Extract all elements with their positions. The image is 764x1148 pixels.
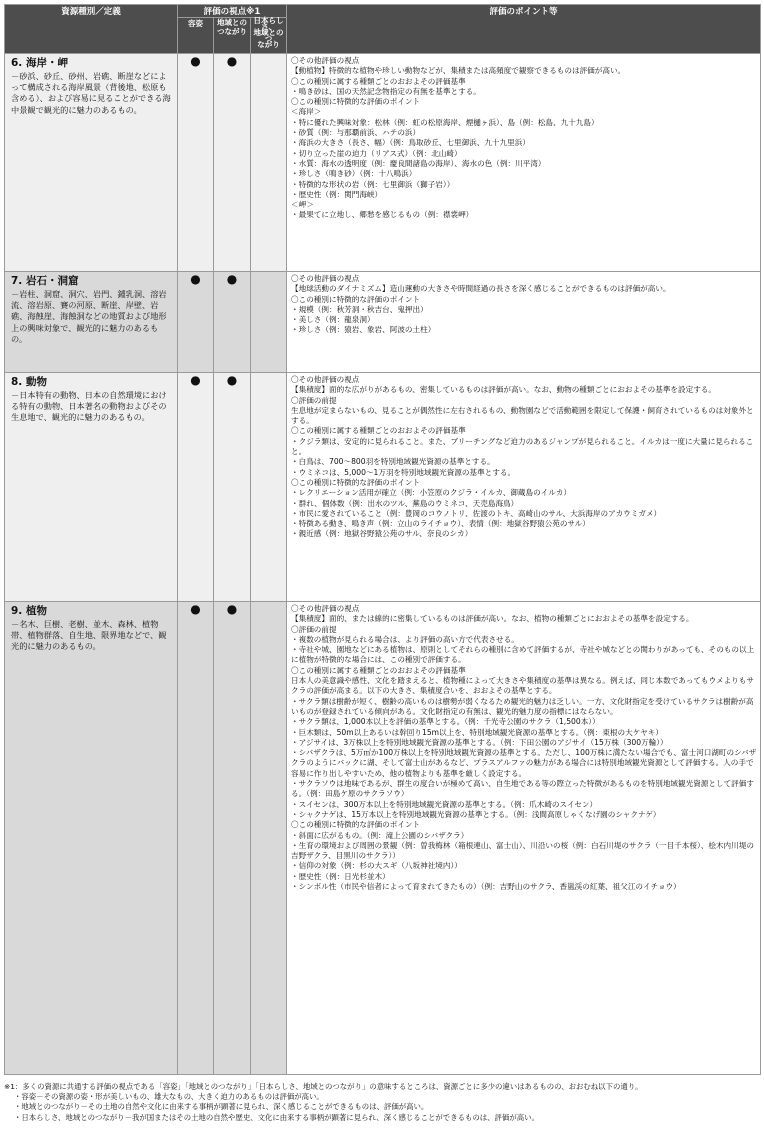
evaluation-table	[4, 4, 761, 1075]
evaluation-point: 〇その他評価の視点	[291, 604, 360, 613]
evaluation-point: ・信仰の対象（例：杉の大スギ（八坂神社境内））	[291, 861, 462, 871]
evaluation-point: ・ウミネコは、5,000～1万羽を特別地域観光資源の基準とする。	[291, 467, 516, 477]
evaluation-point: ・珍しさ（鳴き砂）（例：十八鳴浜）	[291, 169, 417, 179]
evaluation-point: ・レクリエーション活用が確立（例：小笠原のクジラ・イルカ、御蔵島のイルカ）	[291, 488, 572, 498]
evaluation-point: 〇評価の前提	[291, 624, 337, 634]
evaluation-point: ・白鳥は、700～800羽を特別地域観光資源の基準とする。	[291, 457, 495, 467]
evaluation-point: ・切り立った崖の迫力（リアス式）（例：北山崎）	[291, 148, 462, 158]
evaluation-point: ＜海岸＞	[291, 107, 322, 117]
header-japan: 日本らしさ、 地域とのつ ながり	[251, 18, 287, 54]
evaluation-point: ・最果てに立地し、郷愁を感じるもの（例：襟裳岬）	[291, 210, 474, 220]
evaluation-point: ・美しさ（例：龍泉洞）	[291, 315, 375, 325]
table-row	[5, 373, 761, 602]
evaluation-point: ・歴史性（例：日光杉並木）	[291, 871, 390, 881]
footnotes	[4, 1082, 760, 1123]
evaluation-point: 〇この種別に特徴的な評価のポイント	[291, 97, 421, 107]
japan-connection-mark	[251, 272, 287, 373]
japan-connection-mark	[251, 373, 287, 602]
evaluation-points-cell	[287, 54, 761, 272]
evaluation-point: ・シャクナゲは、15万本以上を特別地域観光資源の基準とする。（例：浅間高原しゃくなげ園のシャクナゲ）	[291, 809, 661, 819]
evaluation-point: ・シバザクラは、5万㎡か100万株以上を特別地域観光資源の基準とする。ただし、100万株に満たない場合でも、富士河口湖町のシバザクラのようにバックに湖、そして富士山があるなど、プラスアルファの魅力がある場合には特別地域観光資源として評価する。人の手で容易に作り出しやすいため、他の植物よりも基準を厳しく設定する。	[291, 748, 757, 778]
evaluation-point: 生息地が定まらないもの、見ることが偶然性に左右されるもの、動物園などで活動範囲を限定して保護・飼育されているものは対象外とする。	[291, 405, 754, 426]
evaluation-point: ・サクラソウは地味であるが、群生の度合いが極めて高い、自生地である等の際立った特徴があるものを特別地域観光資源として評価する。（例：田島ケ原のサクラソウ）	[291, 779, 754, 799]
resource-definition: －岩柱、洞窟、洞穴、岩門、鍾乳洞、溶岩流、溶岩原、賽の河原、断崖、岸壁、岩礁、海蝕崖、海蝕洞などの地質および地形上の興味対象で、観光的に魅力のあるもの。	[11, 289, 167, 344]
japan-connection-mark	[251, 54, 287, 272]
evaluation-points-cell	[287, 602, 761, 1075]
resource-title: 6. 海岸・岬	[11, 57, 68, 69]
resource-definition: －日本特有の動物、日本の自然環境における特有の動物、日本著名の動物およびその生息地で、観光的に魅力のあるもの。	[11, 390, 167, 423]
figure-mark: ●	[178, 54, 214, 272]
evaluation-point: ・寺社や城、園地などにある植物は、原則としてそれらの種別に含めて評価するが、寺社や城などとの関わりがあっても、そのもの以上に植物が特徴的な場合には、この種別で評価する。	[291, 645, 755, 665]
evaluation-point: ・珍しさ（例：猿岩、象岩、阿波の土柱）	[291, 325, 436, 335]
evaluation-point: ・水質：海水の透明度（例：慶良間諸島の海岸）、海水の色（例：川平湾）	[291, 158, 546, 168]
evaluation-points-cell	[287, 272, 761, 373]
evaluation-point: ・群れ、個体数（例：出水のツル、蕪島のウミネコ、天売島海鳥）	[291, 498, 519, 508]
table-row	[5, 272, 761, 373]
resource-cell	[5, 272, 178, 373]
evaluation-point: ・海浜の大きさ（長さ、幅）（例：鳥取砂丘、七里御浜、九十九里浜）	[291, 138, 530, 148]
evaluation-point: 〇その他評価の視点	[291, 56, 360, 65]
evaluation-point: ・歴史性（例：関門海峡）	[291, 189, 383, 199]
evaluation-point: ・スイセンは、300万本以上を特別地域観光資源の基準とする。（例：爪木崎のスイセン）	[291, 799, 598, 809]
evaluation-point: ・生育の環境および周囲の景観（例：曽我梅林（箱根連山、富士山）、川沿いの桜（例：白石川堤のサクラ（一目千本桜）、桧木内川堤の吉野ザクラ、目黒川のサクラ））	[291, 840, 754, 861]
evaluation-point: 〇この種別に属する種類ごとのおおよその評価基準	[291, 426, 466, 436]
japan-connection-mark	[251, 602, 287, 1075]
local-connection-mark: ●	[214, 54, 251, 272]
header-local: 地域との つながり	[214, 18, 251, 54]
evaluation-point: ・特徴的な形状の岩（例：七里御浜（獅子岩））	[291, 179, 455, 189]
resource-title: 9. 植物	[11, 605, 47, 617]
evaluation-point: 〇その他評価の視点	[291, 375, 360, 384]
table-row	[5, 602, 761, 1075]
evaluation-point: ・親近感（例：地獄谷野猿公苑のサル、奈良のシカ）	[291, 529, 473, 539]
evaluation-point: ・サクラ類は、1,000本以上を評価の基準とする。（例：千光寺公園のサクラ（1,500本））	[291, 717, 600, 727]
evaluation-point: 【動植物】特徴的な植物や珍しい動物などが、集積または高頻度で観察できるものは評価が高い。	[291, 66, 626, 76]
evaluation-point: ・特徴ある動き、鳴き声（例：立山のライチョウ）、表情（例：地獄谷野猿公苑のサル）	[291, 519, 590, 529]
footnote-line: ・日本らしさ、地域とのつながり－我が国またはその土地の自然や歴史、文化に由来する事柄が顕著に見られ、深く感じることができるものは、評価が高い。	[14, 1112, 539, 1122]
evaluation-point: 【集積度】面的、または線的に密集しているものは評価が高い。なお、植物の種類ごとにおおよその基準を設定する。	[291, 614, 694, 624]
figure-mark: ●	[178, 272, 214, 373]
evaluation-point: ・斜面に広がるもの。（例：滝上公園のシバザクラ）	[291, 830, 469, 840]
evaluation-points-cell	[287, 373, 761, 602]
evaluation-point: ・砂質（例：与那覇前浜、ハテの浜）	[291, 128, 421, 138]
figure-mark: ●	[178, 373, 214, 602]
evaluation-point: 〇この種別に属する種類ごとのおおよその評価基準	[291, 665, 466, 675]
table-header	[5, 5, 761, 54]
resource-cell	[5, 54, 178, 272]
evaluation-point: ・シンボル性（市民や信者によって育まれてきたもの）（例：吉野山のサクラ、香嵐渓の紅葉、祖父江のイチョウ）	[291, 882, 681, 892]
evaluation-point: ・巨木類は、50m以上あるいは幹回り15m以上を、特別地域観光資源の基準とする。（例：東根の大ケヤキ）	[291, 727, 663, 737]
evaluation-point: 〇この種別に属する種類ごとのおおよその評価基準	[291, 76, 466, 86]
resource-cell	[5, 602, 178, 1075]
evaluation-table-page	[4, 4, 760, 1123]
resource-definition: －名木、巨樹、老樹、並木、森林、植物帯、植物群落、自生地、限界地などで、観光的に魅力のあるもの。	[11, 619, 167, 652]
table-row	[5, 54, 761, 272]
local-connection-mark: ●	[214, 602, 251, 1075]
header-points: 評価のポイント等	[287, 5, 761, 54]
header-figure: 容姿	[178, 18, 214, 54]
evaluation-point: ・市民に愛されていること（例：豊岡のコウノトリ、佐渡のトキ、高崎山のサル、大浜海岸のアカウミガメ）	[291, 508, 662, 518]
evaluation-point: 【集積度】面的な広がりがあるもの、密集しているものは評価が高い。なお、動物の種類ごとにおおよその基準を設定する。	[291, 385, 716, 395]
evaluation-point: ・アジサイは、3万株以上を特別地域観光資源の基準とする。（例：下田公園のアジサイ（15万株（300万輪））	[291, 737, 668, 747]
evaluation-point: 〇この種別に特徴的な評価のポイント	[291, 294, 421, 304]
local-connection-mark: ●	[214, 272, 251, 373]
footnote-line: ・容姿－その資源の姿・形が美しいもの、雄大なもの、大きく迫力のあるものは評価が高い。	[14, 1092, 324, 1102]
local-connection-mark: ●	[214, 373, 251, 602]
header-viewpoint: 評価の視点※1	[178, 5, 287, 18]
resource-title: 8. 動物	[11, 376, 47, 388]
table-body	[5, 54, 761, 1075]
figure-mark: ●	[178, 602, 214, 1075]
evaluation-point: 【地球活動のダイナミズム】造山運動の大きさや時間経過の長さを深く感じることができるものは評価が高い。	[291, 284, 671, 294]
evaluation-point: 〇この種別に特徴的な評価のポイント	[291, 820, 421, 830]
header-resource-type: 資源種別／定義	[5, 5, 178, 54]
evaluation-point: ・鳴き砂は、国の天然記念物指定の有無を基準とする。	[291, 86, 481, 96]
resource-cell	[5, 373, 178, 602]
footnote-line: ・地域とのつながり－その土地の自然や文化に由来する事柄が顕著に見られ、深く感じることができるものは、評価が高い。	[14, 1102, 429, 1112]
evaluation-point: ・クジラ類は、安定的に見られること。また、ブリーチングなど迫力のあるジャンプが見られること。イルカは一度に大量に見られること。	[291, 436, 754, 457]
evaluation-point: ・サクラ類は樹齢が短く、樹齢の高いものは樹勢が弱くなるため観光的魅力は乏しい。一方、文化財指定を受けているサクラは樹齢が高いものが登録されている傾向がある。文化財指定の有無は、観光的魅力度の指標にはならない。	[291, 696, 754, 716]
evaluation-point: ・複数の植物が見られる場合は、より評価の高い方で代表させる。	[291, 634, 519, 644]
evaluation-point: ・特に優れた興味対象：松林（例：虹の松原海岸、煙樋ヶ浜）、島（例：松島、九十九島）	[291, 117, 599, 127]
evaluation-point: ・規模（例：秋芳洞・秋吉台、鬼押出）	[291, 304, 428, 314]
evaluation-point: 日本人の美意識や感性、文化を踏まえると、植物種によって大きさや集積度の基準は異なる。例えば、同じ本数であってもウメよりもサクラの評価が高まる。以下の大きさ、集積度合いを、おおよその基準とする。	[291, 676, 754, 696]
resource-definition: －砂浜、砂丘、砂州、岩礁、断崖などによって構成される海岸風景（背後地、松原も含める）、および容易に見ることができる海中景観で観光的に魅力のあるもの。	[11, 71, 171, 115]
evaluation-point: 〇この種別に特徴的な評価のポイント	[291, 477, 421, 487]
evaluation-point: ＜岬＞	[291, 200, 314, 210]
resource-title: 7. 岩石・洞窟	[11, 275, 79, 287]
footnote-line: ※1：多くの資源に共通する評価の視点である「容姿」「地域とのつながり」「日本らしさ、地域とのつながり」の意味するところは、資源ごとに多少の違いはあるものの、おおむね以下の通り。	[4, 1082, 643, 1091]
evaluation-point: 〇評価の前提	[291, 395, 337, 405]
evaluation-point: 〇その他評価の視点	[291, 274, 360, 283]
